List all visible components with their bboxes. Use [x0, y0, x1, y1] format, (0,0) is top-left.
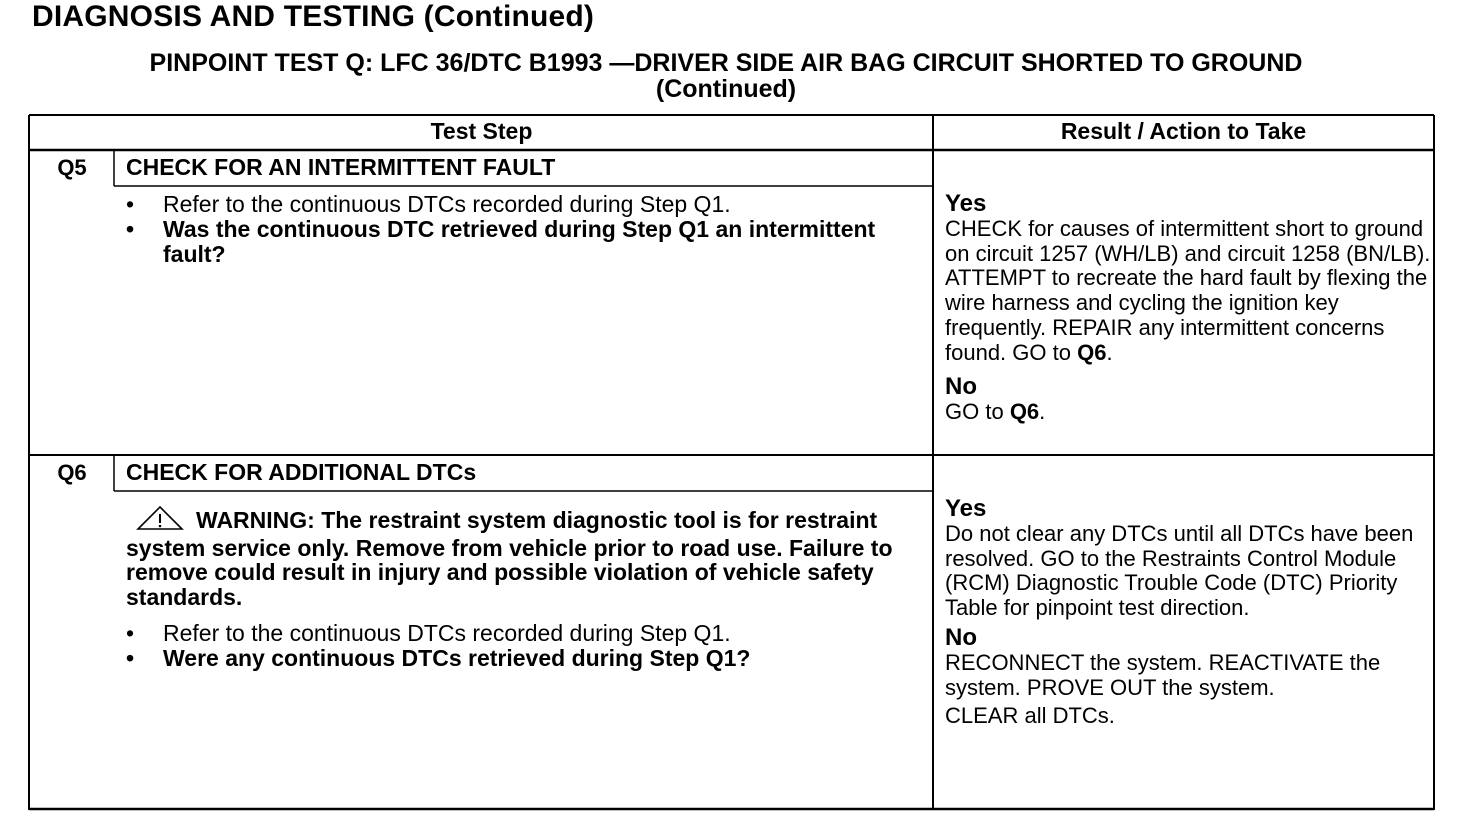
warning-triangle-icon: [136, 505, 184, 536]
step-id-q6: Q6: [57, 460, 87, 485]
goto-step-link: Q6: [1077, 339, 1107, 365]
no-label: No: [945, 623, 977, 651]
yes-label: Yes: [945, 495, 987, 522]
goto-step-link: Q6: [1009, 399, 1040, 425]
step-q5-bullets: [126, 192, 916, 267]
step-q6-bullets: [126, 621, 916, 671]
step-title-q5: CHECK FOR AN INTERMITTENT FAULT: [126, 154, 556, 180]
yes-label: Yes: [945, 190, 987, 217]
no-action-text: RECONNECT the system. REACTIVATE the system. PROVE OUT the system.: [945, 649, 1381, 700]
pinpoint-test-title: [0, 50, 1452, 102]
no-action-text-2: CLEAR all DTCs.: [945, 703, 1115, 729]
yes-action: CHECK for causes of intermittent short to ground on circuit 1257 (WH/LB) and circuit 1258 (BN/LB). ATTEMPT to recreate the hard fault by flexing the wire harness and cycling the ignition key frequently. REPAIR any intermittent concerns found. GO to Q6.: [945, 216, 1431, 365]
no-action: GO to Q6.: [945, 399, 1046, 425]
no-label: No: [945, 373, 977, 401]
header-test-step: Test Step: [430, 118, 533, 144]
result-q6: [945, 496, 1435, 729]
test-title-line-2: (Continued): [655, 75, 797, 103]
list-item: • Refer to the continuous DTCs recorded during Step Q1.: [126, 621, 916, 646]
list-item: • Refer to the continuous DTCs recorded during Step Q1.: [126, 192, 916, 217]
result-q5: [945, 191, 1435, 425]
yes-action-text: CHECK for causes of intermittent short to ground on circuit 1257 (WH/LB) and circuit 1258 (BN/LB). ATTEMPT to recreate the hard fault by flexing the wire harness and cycling the ignition key frequently. REPAIR any intermittent concerns found. GO to: [945, 216, 1431, 365]
header-result: Result / Action to Take: [1060, 118, 1307, 144]
no-action-text: GO to: [945, 399, 1004, 425]
yes-action-text: Do not clear any DTCs until all DTCs have been resolved. GO to the Restraints Control Module (RCM) Diagnostic Trouble Code (DTC) Priority Table for pinpoint test direction.: [945, 521, 1414, 621]
test-title-line-1: PINPOINT TEST Q: LFC 36/DTC B1993 —DRIVER SIDE AIR BAG CIRCUIT SHORTED TO GROUND: [149, 49, 1303, 77]
warning-text: WARNING: The restraint system diagnostic tool is for restraint system service only. Remove from vehicle prior to road use. Failure to remove could result in injury and possible violation of vehicle safety standards.: [126, 507, 893, 610]
warning-block: [126, 505, 916, 609]
step-title-q6: CHECK FOR ADDITIONAL DTCs: [126, 459, 477, 485]
step-id-q5: Q5: [57, 155, 87, 180]
list-item: • Was the continuous DTC retrieved during Step Q1 an intermittent fault?: [126, 217, 916, 267]
list-item: • Were any continuous DTCs retrieved during Step Q1?: [126, 646, 916, 671]
page-title: DIAGNOSIS AND TESTING (Continued): [32, 0, 595, 33]
